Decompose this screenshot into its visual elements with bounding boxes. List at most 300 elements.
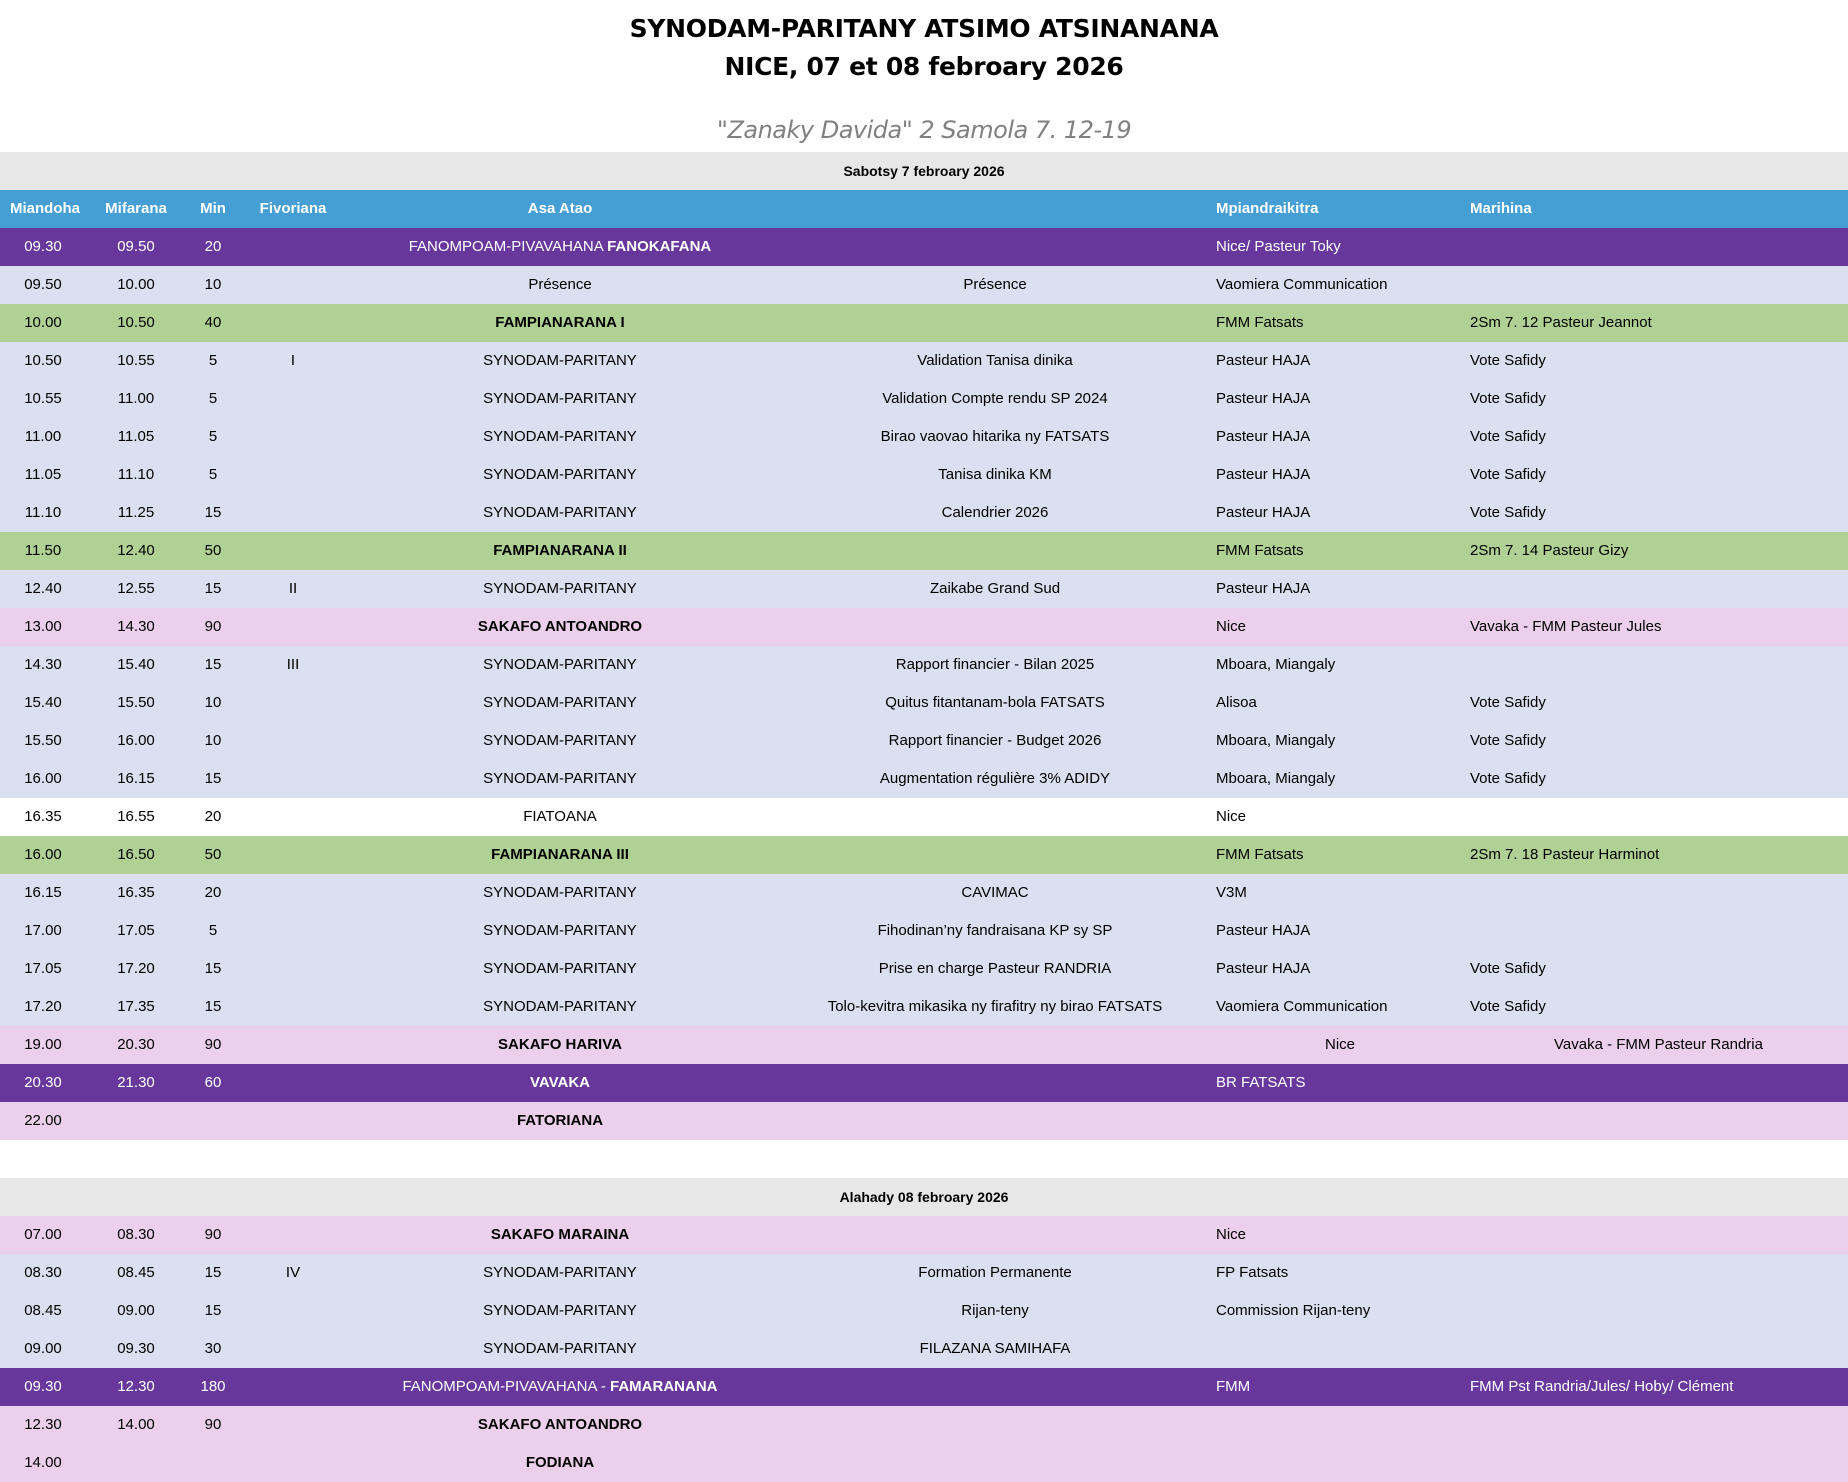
activity-label-bold: SAKAFO HARIVA [498,1036,622,1053]
start-time: 11.10 [24,504,62,521]
remarks [1470,1254,1840,1292]
duration-minutes: 20 [204,238,222,255]
activity-label: SYNODAM-PARITANY [483,960,637,977]
table-row [0,608,1848,646]
activity-cell [370,342,750,380]
activity-label-bold: SAKAFO ANTOANDRO [477,618,643,635]
activity-label: SYNODAM-PARITANY [483,884,637,901]
duration-minutes: 60 [204,1074,222,1091]
table-row [0,722,1848,760]
session-number [254,760,332,798]
remarks: Vote Safidy [1470,998,1546,1015]
activity-description [800,1406,1190,1444]
duration-minutes: 30 [204,1340,222,1357]
session-number [254,988,332,1026]
end-time: 15.50 [117,694,155,711]
table-row [0,988,1848,1026]
end-time: 16.55 [117,808,155,825]
responsible: Pasteur HAJA [1216,580,1311,597]
activity-description: Calendrier 2026 [941,504,1049,521]
duration-minutes: 10 [204,694,222,711]
remarks: Vote Safidy [1470,960,1546,977]
duration-minutes: 15 [204,504,222,521]
activity-label-bold: FAMPIANARANA I [495,314,625,331]
session-number [254,1444,332,1482]
start-time: 17.05 [24,960,62,977]
end-time: 12.30 [117,1378,155,1395]
duration-minutes: 5 [208,352,218,369]
end-time: 16.00 [117,732,155,749]
duration-minutes: 90 [204,1416,222,1433]
end-time: 20.30 [117,1036,155,1053]
activity-label: Présence [528,276,592,293]
responsible: Pasteur HAJA [1216,922,1311,939]
remarks: Vavaka - FMM Pasteur Jules [1470,618,1662,635]
session-number [254,1368,332,1406]
activity-label: SYNODAM-PARITANY [483,922,637,939]
remarks: Vote Safidy [1470,352,1546,369]
responsible: Nice [1324,1036,1355,1053]
day-heading-label: Sabotsy 7 febroary 2026 [843,163,1005,179]
session-number [254,684,332,722]
activity-label: FANOMPOAM-PIVAVAHANA - [402,1378,606,1395]
responsible [1216,1444,1446,1482]
activity-label: SYNODAM-PARITANY [483,428,637,445]
activity-description [800,1026,1190,1064]
start-time: 15.40 [24,694,62,711]
session-number [254,1026,332,1064]
activity-description: Validation Compte rendu SP 2024 [882,390,1108,407]
table-row [0,1026,1848,1064]
end-time: 08.30 [117,1226,155,1243]
remarks [1470,1064,1840,1102]
responsible: Alisoa [1216,694,1257,711]
activity-description: Tolo-kevitra mikasika ny firafitry ny birao FATSATS [827,998,1163,1015]
session-number [254,950,332,988]
activity-label: SYNODAM-PARITANY [483,390,637,407]
activity-cell [370,950,750,988]
start-time: 17.20 [24,998,62,1015]
duration-minutes [196,1102,230,1140]
column-header-asa-atao: Asa Atao [527,200,593,217]
end-time [100,1444,172,1482]
activity-description: Formation Permanente [918,1264,1072,1281]
start-time: 09.30 [24,1378,62,1395]
table-row [0,1292,1848,1330]
start-time: 12.30 [24,1416,62,1433]
activity-cell [370,646,750,684]
duration-minutes: 15 [204,580,222,597]
end-time: 09.30 [117,1340,155,1357]
session-number [254,1406,332,1444]
responsible: Pasteur HAJA [1216,390,1311,407]
responsible: FMM Fatsats [1216,542,1304,559]
responsible [1216,1406,1446,1444]
activity-label: SYNODAM-PARITANY [483,694,637,711]
duration-minutes: 5 [208,466,218,483]
activity-label: SYNODAM-PARITANY [483,998,637,1015]
activity-description: Birao vaovao hitarika ny FATSATS [880,428,1110,445]
responsible: Mboara, Miangaly [1216,770,1336,787]
table-row [0,912,1848,950]
column-header-fivoriana: Fivoriana [259,200,327,217]
activity-description: Rapport financier - Bilan 2025 [895,656,1095,673]
table-row [0,228,1848,266]
session-number [254,532,332,570]
activity-cell [370,304,750,342]
activity-description [800,1064,1190,1102]
start-time: 22.00 [24,1112,62,1129]
end-time: 17.20 [117,960,155,977]
activity-cell [370,1102,750,1140]
session-number [254,608,332,646]
activity-description [800,1368,1190,1406]
table-row [0,456,1848,494]
duration-minutes: 15 [204,770,222,787]
session-number [254,304,332,342]
responsible: FMM Fatsats [1216,846,1304,863]
responsible: Nice/ Pasteur Toky [1216,238,1341,255]
responsible: Nice [1216,618,1247,635]
responsible: V3M [1216,884,1247,901]
session-number [254,380,332,418]
session-number [254,912,332,950]
column-header-mpiandraikitra: Mpiandraikitra [1216,200,1319,217]
document-location-date: NICE, 07 et 08 febroary 2026 [724,52,1124,81]
start-time: 16.00 [24,846,62,863]
session-number [254,228,332,266]
start-time: 10.55 [24,390,62,407]
duration-minutes: 180 [200,1378,226,1395]
start-time: 17.00 [24,922,62,939]
responsible: FP Fatsats [1216,1264,1289,1281]
activity-description: FILAZANA SAMIHAFA [919,1340,1071,1357]
end-time: 08.45 [117,1264,155,1281]
table-row [0,342,1848,380]
remarks: Vavaka - FMM Pasteur Randria [1554,1036,1763,1053]
table-row [0,798,1848,836]
start-time: 08.45 [24,1302,62,1319]
responsible: Nice [1216,1226,1247,1243]
responsible: BR FATSATS [1216,1074,1306,1091]
responsible: Pasteur HAJA [1216,504,1311,521]
remarks [1470,1406,1840,1444]
session-number [254,722,332,760]
activity-description: Tanisa dinika KM [938,466,1052,483]
end-time: 16.35 [117,884,155,901]
session-number: I [290,352,296,369]
duration-minutes: 20 [204,808,222,825]
start-time: 19.00 [24,1036,62,1053]
activity-label-bold: SAKAFO MARAINA [490,1226,630,1243]
activity-description: Présence [963,276,1027,293]
session-number [254,836,332,874]
document-theme: "Zanaky Davida" 2 Samola 7. 12-19 [716,116,1132,144]
table-row [0,494,1848,532]
activity-description [800,608,1190,646]
responsible: Vaomiera Communication [1216,276,1388,293]
activity-cell [370,380,750,418]
duration-minutes: 90 [204,1036,222,1053]
duration-minutes: 90 [204,618,222,635]
start-time: 09.50 [24,276,62,293]
remarks [1470,798,1840,836]
table-row [0,418,1848,456]
start-time: 10.50 [24,352,62,369]
activity-cell [370,608,750,646]
remarks: Vote Safidy [1470,694,1546,711]
start-time: 09.00 [24,1340,62,1357]
table-row [0,1368,1848,1406]
activity-label: SYNODAM-PARITANY [483,1340,637,1357]
activity-description: Rapport financier - Budget 2026 [888,732,1102,749]
column-header-min: Min [200,200,226,217]
table-row [0,1444,1848,1482]
session-number [254,1330,332,1368]
duration-minutes: 10 [204,732,222,749]
activity-label: SYNODAM-PARITANY [483,504,637,521]
remarks: Vote Safidy [1470,770,1546,787]
end-time: 10.00 [117,276,155,293]
table-row [0,266,1848,304]
duration-minutes: 15 [204,960,222,977]
activity-cell [370,1254,750,1292]
start-time: 12.40 [24,580,62,597]
activity-label: SYNODAM-PARITANY [483,656,637,673]
end-time: 21.30 [117,1074,155,1091]
activity-cell [370,1444,750,1482]
end-time: 10.50 [117,314,155,331]
activity-label-bold: VAVAKA [530,1074,590,1091]
activity-description: CAVIMAC [961,884,1029,901]
start-time: 07.00 [24,1226,62,1243]
start-time: 14.30 [24,656,62,673]
remarks: Vote Safidy [1470,504,1546,521]
session-number: IV [285,1264,301,1281]
start-time: 20.30 [24,1074,62,1091]
activity-label: SYNODAM-PARITANY [483,466,637,483]
activity-cell [370,684,750,722]
activity-description [800,228,1190,266]
activity-label: FIATOANA [523,808,597,825]
remarks: 2Sm 7. 18 Pasteur Harminot [1470,846,1660,863]
activity-label: SYNODAM-PARITANY [483,770,637,787]
activity-description: Prise en charge Pasteur RANDRIA [878,960,1112,977]
end-time: 11.00 [117,390,155,407]
column-header-row [0,190,1848,228]
start-time: 15.50 [24,732,62,749]
duration-minutes: 15 [204,656,222,673]
end-time: 15.40 [117,656,155,673]
activity-cell [370,266,750,304]
activity-cell [370,722,750,760]
activity-cell [370,228,750,266]
responsible: Nice [1216,808,1247,825]
remarks [1470,874,1840,912]
session-number [254,1102,332,1140]
activity-description [800,1102,1190,1140]
start-time: 13.00 [24,618,62,635]
end-time: 09.00 [117,1302,155,1319]
activity-cell [370,1026,750,1064]
table-row [0,1102,1848,1140]
start-time: 11.05 [24,466,62,483]
table-row [0,1064,1848,1102]
end-time: 16.50 [117,846,155,863]
start-time: 16.00 [24,770,62,787]
session-number [254,266,332,304]
duration-minutes: 15 [204,1302,222,1319]
column-header-mifarana: Mifarana [105,200,167,217]
table-row [0,1330,1848,1368]
activity-description: Rijan-teny [961,1302,1029,1319]
activity-cell [370,1330,750,1368]
activity-description: Augmentation régulière 3% ADIDY [879,770,1111,787]
end-time [100,1102,172,1140]
session-number [254,1064,332,1102]
table-row [0,760,1848,798]
day-heading [0,152,1848,190]
start-time: 08.30 [24,1264,62,1281]
activity-description [800,1216,1190,1254]
activity-description [800,798,1190,836]
activity-label-bold: FATORIANA [516,1112,604,1129]
end-time: 11.10 [117,466,155,483]
activity-label: SYNODAM-PARITANY [483,580,637,597]
table-row [0,380,1848,418]
duration-minutes: 5 [208,390,218,407]
table-row [0,304,1848,342]
activity-description: Validation Tanisa dinika [917,352,1073,369]
activity-cell [370,836,750,874]
activity-cell [370,532,750,570]
table-row [0,684,1848,722]
responsible: FMM Fatsats [1216,314,1304,331]
end-time: 16.15 [117,770,155,787]
end-time: 14.00 [117,1416,155,1433]
table-row [0,646,1848,684]
column-header-miandoha: Miandoha [10,200,80,217]
activity-cell [370,570,750,608]
column-header-marihina: Marihina [1470,200,1532,217]
remarks [1470,912,1840,950]
start-time: 16.15 [24,884,62,901]
end-time: 11.05 [117,428,155,445]
activity-label-bold: FAMARANANA [610,1378,718,1395]
end-time: 14.30 [117,618,155,635]
activity-description [800,304,1190,342]
table-row [0,1406,1848,1444]
activity-cell [370,760,750,798]
end-time: 12.40 [117,542,155,559]
activity-description: Fihodinan’ny fandraisana KP sy SP [877,922,1113,939]
session-number [254,1292,332,1330]
duration-minutes: 15 [204,998,222,1015]
duration-minutes: 50 [204,846,222,863]
table-row [0,1254,1848,1292]
activity-description [800,836,1190,874]
activity-cell [370,912,750,950]
activity-label: SYNODAM-PARITANY [483,1264,637,1281]
duration-minutes: 5 [208,922,218,939]
end-time: 17.35 [117,998,155,1015]
activity-label-bold: FAMPIANARANA III [491,846,629,863]
remarks: Vote Safidy [1470,732,1546,749]
activity-cell [370,1216,750,1254]
duration-minutes: 15 [204,1264,222,1281]
duration-minutes: 50 [204,542,222,559]
remarks [1470,1216,1840,1254]
activity-description [800,1444,1190,1482]
activity-cell [370,1064,750,1102]
end-time: 09.50 [117,238,155,255]
responsible: Pasteur HAJA [1216,960,1311,977]
responsible: Mboara, Miangaly [1216,732,1336,749]
activity-cell [370,988,750,1026]
responsible: Vaomiera Communication [1216,998,1388,1015]
activity-label: SYNODAM-PARITANY [483,1302,637,1319]
day-heading [0,1178,1848,1216]
activity-cell [370,1292,750,1330]
activity-label-bold: SAKAFO ANTOANDRO [477,1416,643,1433]
activity-cell [370,494,750,532]
table-row [0,950,1848,988]
activity-description: Zaikabe Grand Sud [929,580,1061,597]
activity-cell [370,874,750,912]
document-title: SYNODAM-PARITANY ATSIMO ATSINANANA [629,14,1219,43]
table-row [0,532,1848,570]
activity-cell [370,418,750,456]
activity-description [800,532,1190,570]
end-time: 10.55 [117,352,155,369]
table-row [0,570,1848,608]
remarks: Vote Safidy [1470,390,1546,407]
activity-label: SYNODAM-PARITANY [483,352,637,369]
start-time: 09.30 [24,238,62,255]
session-number [254,874,332,912]
end-time: 17.05 [117,922,155,939]
activity-label: FANOMPOAM-PIVAVAHANA [408,238,603,255]
remarks [1470,1444,1840,1482]
duration-minutes: 10 [204,276,222,293]
duration-minutes [196,1444,230,1482]
responsible: Mboara, Miangaly [1216,656,1336,673]
remarks [1470,1330,1840,1368]
activity-label-bold: FAMPIANARANA II [493,542,627,559]
responsible: Pasteur HAJA [1216,466,1311,483]
session-number [254,456,332,494]
remarks [1470,1102,1840,1140]
remarks: 2Sm 7. 14 Pasteur Gizy [1470,542,1629,559]
end-time: 11.25 [117,504,155,521]
session-number: III [286,656,300,673]
activity-label-bold: FANOKAFANA [607,238,712,255]
session-number [254,798,332,836]
activity-label-bold: FODIANA [525,1454,595,1471]
remarks [1470,228,1840,266]
day-heading-label: Alahady 08 febroary 2026 [839,1189,1009,1205]
duration-minutes: 20 [204,884,222,901]
activity-cell [370,1406,750,1444]
duration-minutes: 40 [204,314,222,331]
start-time: 10.00 [24,314,62,331]
remarks [1470,570,1840,608]
session-number [254,1216,332,1254]
remarks [1470,646,1840,684]
responsible [1216,1102,1446,1140]
start-time: 11.00 [24,428,62,445]
responsible: Pasteur HAJA [1216,428,1311,445]
